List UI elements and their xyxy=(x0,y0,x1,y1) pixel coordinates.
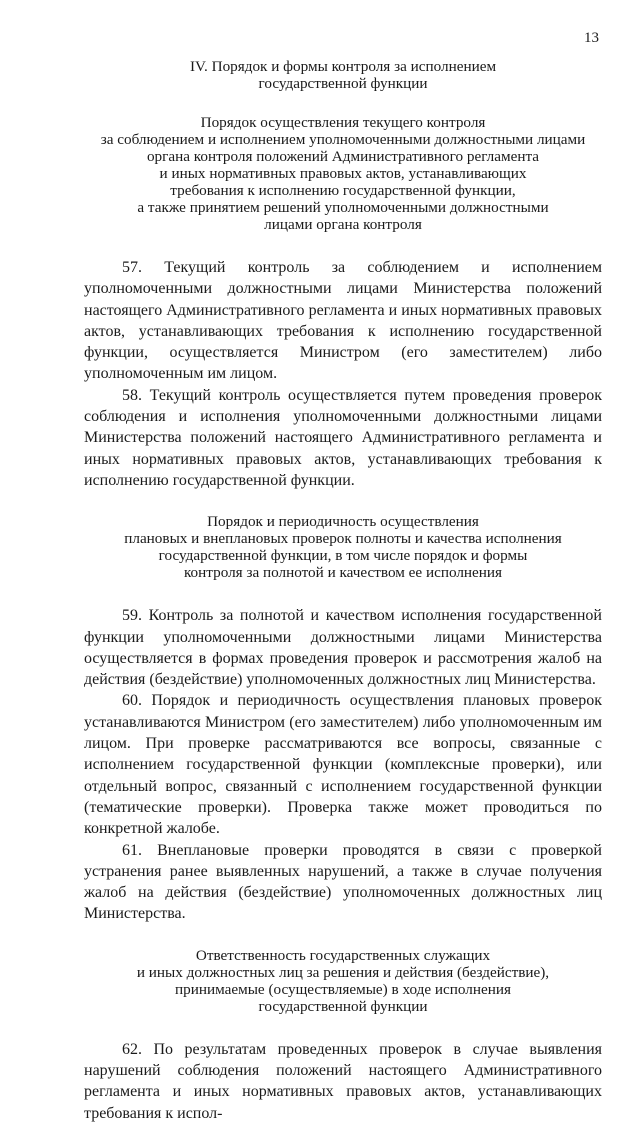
heading-line: Ответственность государственных служащих xyxy=(195,946,491,964)
heading-line: а также принятием решений уполномоченными должностными xyxy=(137,199,549,216)
paragraph-62: 62. По результатам проведенных проверок в случае выявления нарушений соблюдения положений настоящего Административного регламента и иных нормативных правовых актов, устанавливающих требования к испол- xyxy=(84,1040,602,1122)
heading-line: государственной функции, в том числе порядок и формы xyxy=(158,547,528,565)
heading-line: Порядок и периодичность осуществления xyxy=(207,513,479,531)
heading-line: органа контроля положений Административного регламента xyxy=(146,148,540,165)
heading-line: лицами органа контроля xyxy=(264,216,422,233)
subsection-heading xyxy=(84,947,602,1015)
document-body xyxy=(84,58,602,1124)
paragraph-57: 57. Текущий контроль за соблюдением и исполнением уполномоченными должностными лицами Министерства положений настоящего Административного регламента и иных нормативных правовых актов, устанавливающих требования к исполнению государственной функции, осуществляется Министром (его заместителем) либо уполномоченным им лицом. xyxy=(84,259,602,383)
heading-line: IV. Порядок и формы контроля за исполнением xyxy=(189,58,497,75)
paragraph-59: 59. Контроль за полнотой и качеством исполнения государственной функции уполномоченными должностными лицами Министерства осуществляется в формах проведения проверок и рассмотрения жалоб на действия (бездействие) уполномоченных должностных лиц Министерства. xyxy=(84,607,602,689)
heading-line: государственной функции xyxy=(258,997,428,1015)
page-number: 13 xyxy=(584,30,599,46)
paragraph-61: 61. Внеплановые проверки проводятся в связи с проверкой устранения ранее выявленных нарушений, а также в случае получения жалоб на действия (бездействие) уполномоченных должностных лиц Министерства. xyxy=(84,841,602,923)
paragraph-58: 58. Текущий контроль осуществляется путем проведения проверок соблюдения и исполнения уполномоченными должностными лицами Министерства положений настоящего Административного регламента и иных нормативных правовых актов, устанавливающих требования к исполнению государственной функции. xyxy=(84,386,602,489)
heading-line: государственной функции xyxy=(258,75,428,92)
heading-line: требования к исполнению государственной функции, xyxy=(170,182,516,199)
heading-line: и иных должностных лиц за решения и действия (бездействие), xyxy=(136,963,550,981)
subsection-heading xyxy=(84,513,602,581)
paragraph-60: 60. Порядок и периодичность осуществления плановых проверок устанавливаются Министром (его заместителем) либо уполномоченным им лицом. При проверке рассматриваются все вопросы, связанные с исполнением государственной функции (комплексные проверки), или отдельный вопрос, связанный с исполнением государственной функции (тематические проверки). Проверка также может проводиться по конкретной жалобе. xyxy=(84,692,602,838)
heading-line: и иных нормативных правовых актов, устанавливающих xyxy=(159,165,527,182)
heading-line: за соблюдением и исполнением уполномоченными должностными лицами xyxy=(100,131,586,148)
heading-line: контроля за полнотой и качеством ее исполнения xyxy=(183,564,503,582)
section-heading xyxy=(84,58,602,92)
subsection-heading xyxy=(84,114,602,233)
heading-line: принимаемые (осуществляемые) в ходе исполнения xyxy=(175,980,511,998)
heading-line: Порядок осуществления текущего контроля xyxy=(200,114,486,131)
heading-line: плановых и внеплановых проверок полноты и качества исполнения xyxy=(124,530,562,548)
